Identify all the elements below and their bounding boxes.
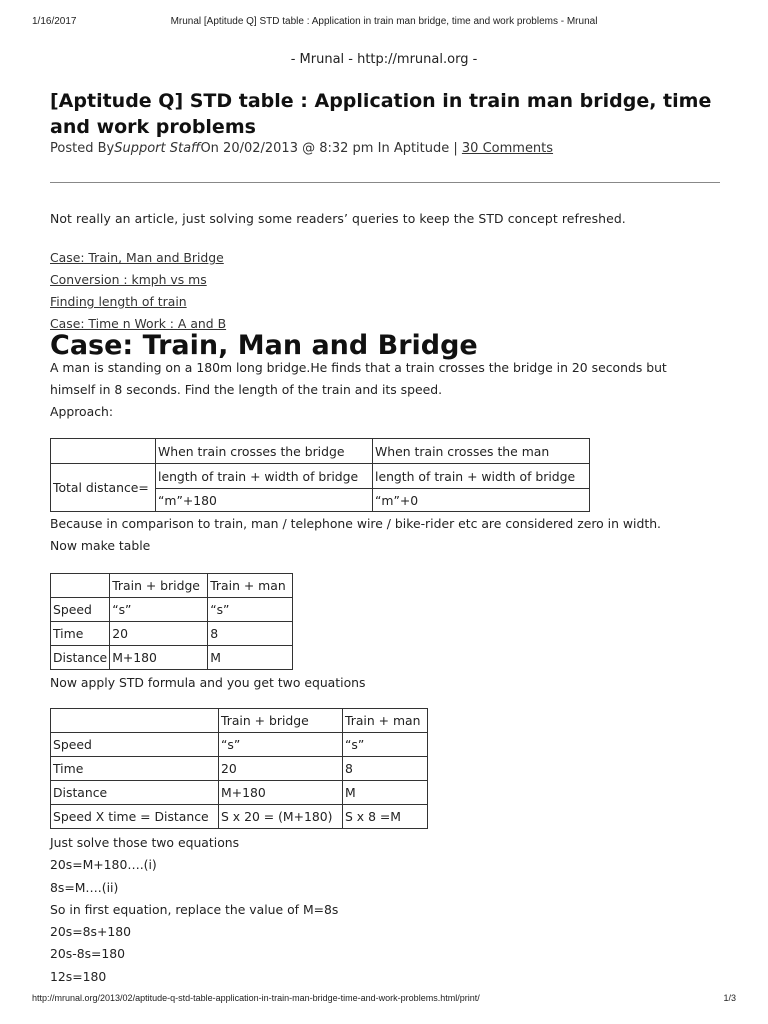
table-cell: Train + bridge [110, 574, 208, 598]
table-cell: Distance [51, 781, 219, 805]
print-page-title: Mrunal [Aptitude Q] STD table : Application in train man bridge, time and work problems - Mrunal [170, 16, 598, 27]
solution-line: Just solve those two equations [50, 835, 240, 850]
problem-line: A man is standing on a 180m long bridge.He finds that a train crosses the bridge in 20 seconds but [50, 360, 667, 375]
table-cell: Distance [51, 646, 110, 670]
table-cell: Total distance= [51, 464, 156, 512]
table-cell: S x 20 = (M+180) [219, 805, 343, 829]
author-name: Support Staff [114, 141, 201, 156]
post-date-category: On 20/02/2013 @ 8:32 pm In Aptitude | [200, 141, 462, 156]
table-cell: “s” [208, 598, 293, 622]
table-row [51, 805, 428, 829]
table-cell [51, 574, 110, 598]
table-row [51, 622, 293, 646]
table-row [51, 598, 293, 622]
table-row [51, 757, 428, 781]
table-row [51, 439, 590, 464]
table-cell: “m”+0 [373, 489, 590, 512]
solution-line: 20s=8s+180 [50, 924, 131, 940]
table-cell: Speed [51, 733, 219, 757]
table-cell [51, 709, 219, 733]
solution-line: 20s=M+180….(i) [50, 857, 157, 873]
solution-line: 12s=180 [50, 968, 107, 984]
toc-link[interactable]: Conversion : kmph vs ms [50, 272, 207, 287]
table-cell: length of train + width of bridge [373, 464, 590, 489]
solution-line: So in first equation, replace the value of M=8s [50, 901, 339, 917]
body-text: Now apply STD formula and you get two equations [50, 675, 366, 690]
table-row [51, 709, 428, 733]
std-table [50, 573, 293, 670]
table-row [51, 733, 428, 757]
table-cell: length of train + width of bridge [156, 464, 373, 489]
table-cell: Time [51, 757, 219, 781]
table-cell: Train + bridge [219, 709, 343, 733]
approach-label: Approach: [50, 404, 114, 419]
divider [50, 182, 720, 183]
table-cell: 20 [110, 622, 208, 646]
table-row [51, 781, 428, 805]
table-cell: “s” [219, 733, 343, 757]
toc-link[interactable]: Finding length of train [50, 294, 187, 309]
section-heading: Case: Train, Man and Bridge [50, 330, 478, 361]
table-of-contents [50, 247, 226, 335]
table-row [51, 646, 293, 670]
table-cell: 8 [208, 622, 293, 646]
table-cell: Speed [51, 598, 110, 622]
page-number: 1/3 [723, 993, 736, 1003]
table-cell: M+180 [219, 781, 343, 805]
table-cell: Train + man [208, 574, 293, 598]
distance-table [50, 438, 590, 512]
table-cell: M [343, 781, 428, 805]
table-cell: “s” [110, 598, 208, 622]
table-cell: Time [51, 622, 110, 646]
table-cell: Train + man [343, 709, 428, 733]
intro-text: Not really an article, just solving some readers’ queries to keep the STD concept refreshed. [50, 211, 626, 226]
table-row [51, 574, 293, 598]
article-meta [50, 141, 553, 156]
table-cell: M [208, 646, 293, 670]
posted-by-label: Posted By [50, 141, 115, 156]
article-title: [Aptitude Q] STD table : Application in train man bridge, time and work problems [50, 90, 712, 138]
table-cell: When train crosses the man [373, 439, 590, 464]
table-cell [51, 439, 156, 464]
toc-link[interactable]: Case: Time n Work : A and B [50, 316, 227, 331]
solution-line: 20s-8s=180 [50, 946, 126, 962]
solution-steps [50, 832, 338, 988]
body-text: Now make table [50, 538, 151, 553]
body-text: Because in comparison to train, man / telephone wire / bike-rider etc are considered zero in width. [50, 516, 661, 531]
print-url: http://mrunal.org/2013/02/aptitude-q-std-table-application-in-train-man-bridge-time-and-work-problems.html/print/ [32, 993, 480, 1003]
comments-link[interactable]: 30 Comments [461, 141, 554, 156]
table-cell: When train crosses the bridge [156, 439, 373, 464]
solution-line: 8s=M….(ii) [50, 879, 119, 895]
table-cell: 20 [219, 757, 343, 781]
table-cell: Speed X time = Distance [51, 805, 219, 829]
table-row [51, 464, 590, 489]
site-line: - Mrunal - http://mrunal.org - [290, 52, 478, 67]
table-cell: 8 [343, 757, 428, 781]
print-date: 1/16/2017 [32, 16, 77, 27]
table-cell: M+180 [110, 646, 208, 670]
toc-link[interactable]: Case: Train, Man and Bridge [50, 250, 224, 265]
problem-line: himself in 8 seconds. Find the length of the train and its speed. [50, 382, 443, 397]
table-cell: “m”+180 [156, 489, 373, 512]
table-cell: “s” [343, 733, 428, 757]
std-formula-table [50, 708, 428, 829]
table-cell: S x 8 =M [343, 805, 428, 829]
